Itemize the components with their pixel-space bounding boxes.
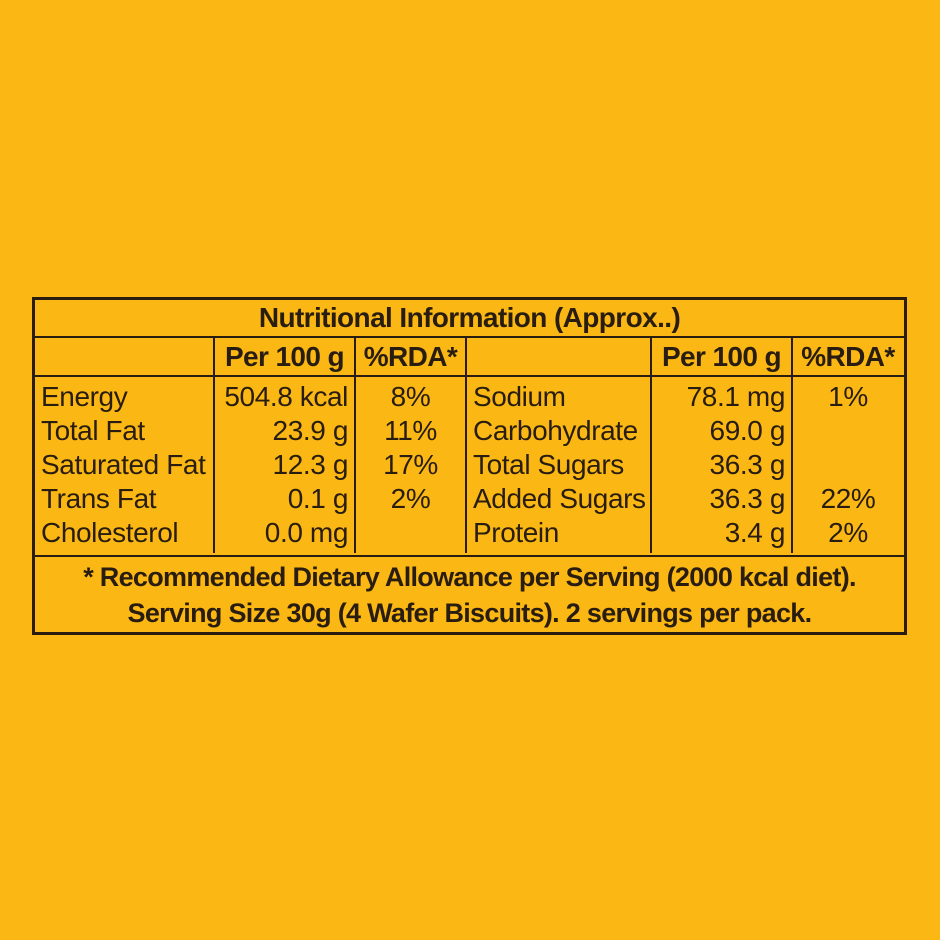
column-header-row [35, 338, 904, 377]
nutrient-value-protein: 3.4 g [724, 517, 785, 548]
nutrient-rda-total-sugars [793, 448, 903, 482]
right-nutrient-values [652, 377, 793, 553]
nutrient-value-total-sugars: 36.3 g [709, 449, 785, 480]
header-rda-right: %RDA* [801, 340, 895, 372]
nutrient-value-added-sugars: 36.3 g [709, 483, 785, 514]
nutrient-rda-protein: 2% [828, 517, 868, 548]
header-blank-left [35, 338, 215, 375]
nutrient-body [35, 377, 904, 555]
right-nutrient-rda [793, 377, 903, 553]
footnote-line-2: Serving Size 30g (4 Wafer Biscuits). 2 servings per pack. [127, 597, 812, 628]
nutrient-value-energy: 504.8 kcal [224, 381, 348, 412]
left-nutrient-rda [356, 377, 467, 553]
nutrient-value-trans-fat: 0.1 g [287, 483, 348, 514]
nutrient-label-total-fat: Total Fat [41, 415, 145, 446]
nutrient-value-cholesterol: 0.0 mg [264, 517, 348, 548]
nutrient-value-carbohydrate: 69.0 g [709, 415, 785, 446]
nutrient-label-cholesterol: Cholesterol [41, 517, 179, 548]
nutrition-table [32, 297, 907, 635]
nutrient-value-sodium: 78.1 mg [686, 381, 785, 412]
nutrient-rda-total-fat: 11% [384, 415, 437, 446]
right-nutrient-labels [467, 377, 652, 553]
left-nutrient-labels [35, 377, 215, 553]
nutrient-label-total-sugars: Total Sugars [473, 449, 624, 480]
nutrient-label-sodium: Sodium [473, 381, 566, 412]
nutrition-table-title: Nutritional Information (Approx..) [35, 300, 904, 338]
nutrient-label-saturated-fat: Saturated Fat [41, 449, 206, 480]
header-per100g-right: Per 100 g [652, 338, 793, 375]
nutrient-rda-carbohydrate [793, 414, 903, 448]
header-per100g-left: Per 100 g [215, 338, 356, 375]
nutrient-value-total-fat: 23.9 g [272, 415, 348, 446]
nutrient-rda-energy: 8% [390, 381, 431, 412]
nutrient-label-protein: Protein [473, 517, 559, 548]
nutrient-value-saturated-fat: 12.3 g [272, 449, 348, 480]
nutrient-rda-cholesterol [356, 516, 465, 550]
rda-footnote [35, 555, 904, 632]
nutrient-rda-added-sugars: 22% [820, 483, 876, 514]
footnote-line-1: * Recommended Dietary Allowance per Serving (2000 kcal diet). [83, 561, 856, 592]
nutrient-label-trans-fat: Trans Fat [41, 483, 157, 514]
nutrient-rda-saturated-fat: 17% [383, 449, 438, 480]
nutrient-rda-sodium: 1% [828, 381, 868, 412]
left-nutrient-values [215, 377, 356, 553]
header-rda-left: %RDA* [356, 338, 467, 375]
nutrient-label-added-sugars: Added Sugars [473, 483, 646, 514]
nutrient-label-energy: Energy [41, 381, 128, 412]
nutrient-label-carbohydrate: Carbohydrate [473, 415, 638, 446]
nutrient-rda-trans-fat: 2% [390, 483, 431, 514]
header-blank-right [467, 338, 652, 375]
